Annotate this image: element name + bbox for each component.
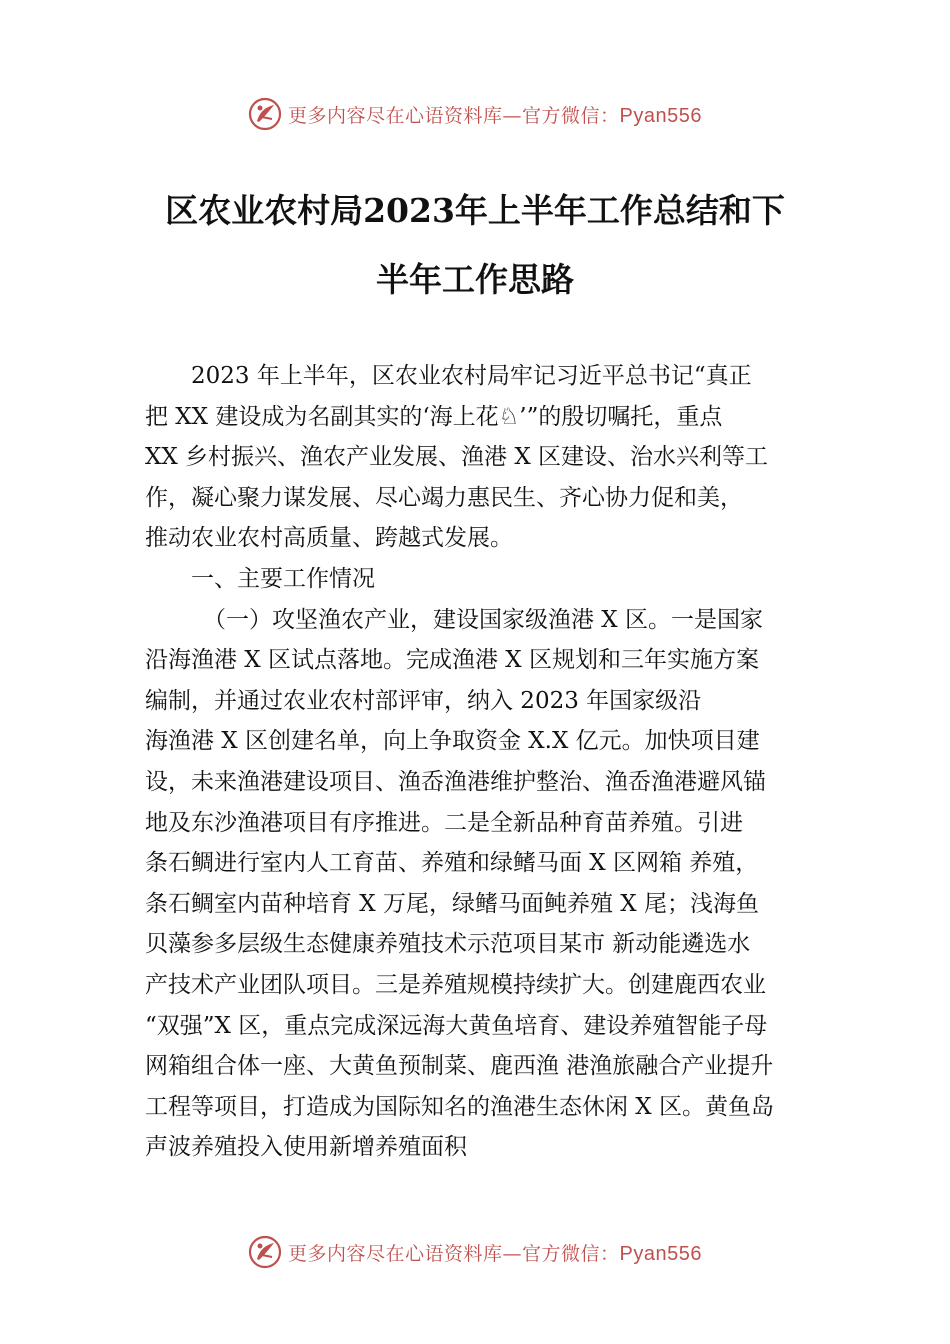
body-line: 海渔港 X 区创建名单，向上争取资金 X.X 亿元。加快项目建 — [145, 728, 760, 755]
body-line: （一）攻坚渔农产业，建设国家级渔港 X 区。一是国家 — [203, 606, 763, 633]
body-line: 地及东沙渔港项目有序推进。二是全新品种育苗养殖。引进 — [145, 809, 743, 836]
body-line: 设，未来渔港建设项目、渔岙渔港维护整治、渔岙渔港避风锚 — [145, 768, 766, 795]
body-line: 沿海渔港 X 区试点落地。完成渔港 X 区规划和三年实施方案 — [145, 647, 759, 674]
document-title-line-2: 半年工作思路 — [376, 260, 574, 299]
logo-icon — [248, 1235, 282, 1269]
document-body — [145, 356, 835, 1168]
body-line: “双强”X 区，重点完成深远海大黄鱼培育、建设养殖智能子母 — [145, 1012, 768, 1039]
logo-icon — [248, 97, 282, 131]
watermark-header — [0, 94, 950, 134]
body-line: 贝藻参多层级生态健康养殖技术示范项目某市 新动能遴选水 — [145, 931, 751, 958]
document-title-line-1: 区农业农村局2023年上半年工作总结和下 — [165, 191, 785, 230]
body-line: 编制，并通过农业农村部评审，纳入 2023 年国家级沿 — [145, 687, 702, 714]
body-line: XX 乡村振兴、渔农产业发展、渔港 X 区建设、治水兴利等工 — [145, 444, 769, 471]
body-line: 工程等项目，打造成为国际知名的渔港生态休闲 X 区。黄鱼岛 — [145, 1093, 774, 1120]
section-heading: 一、主要工作情况 — [191, 565, 375, 592]
watermark-account: Pyan556 — [619, 104, 702, 127]
body-line: 产技术产业团队项目。三是养殖规模持续扩大。创建鹿西农业 — [145, 971, 766, 998]
watermark-footer — [0, 1232, 950, 1272]
body-line: 条石鲷进行室内人工育苗、养殖和绿鳍马面 X 区网箱 养殖， — [145, 850, 759, 877]
watermark-text: 更多内容尽在心语资料库—官方微信：Pyan556 — [288, 104, 702, 127]
body-line: 把 XX 建设成为名副其实的‘海上花♘’”的殷切嘱托，重点 — [145, 403, 723, 430]
body-line: 推动农业农村高质量、跨越式发展。 — [145, 525, 513, 552]
watermark-text: 更多内容尽在心语资料库—官方微信：Pyan556 — [288, 1242, 702, 1265]
body-line: 条石鲷室内苗种培育 X 万尾，绿鳍马面鲀养殖 X 尾；浅海鱼 — [145, 890, 759, 917]
body-line: 作，凝心聚力谋发展、尽心竭力惠民生、齐心协力促和美， — [145, 484, 743, 511]
body-line: 2023 年上半年，区农业农村局牢记习近平总书记“真正 — [191, 363, 752, 389]
watermark-account: Pyan556 — [619, 1242, 702, 1265]
body-line: 网箱组合体一座、大黄鱼预制菜、鹿西渔 港渔旅融合产业提升 — [145, 1053, 774, 1080]
body-line: 声波养殖投入使用新增养殖面积 — [145, 1134, 467, 1161]
